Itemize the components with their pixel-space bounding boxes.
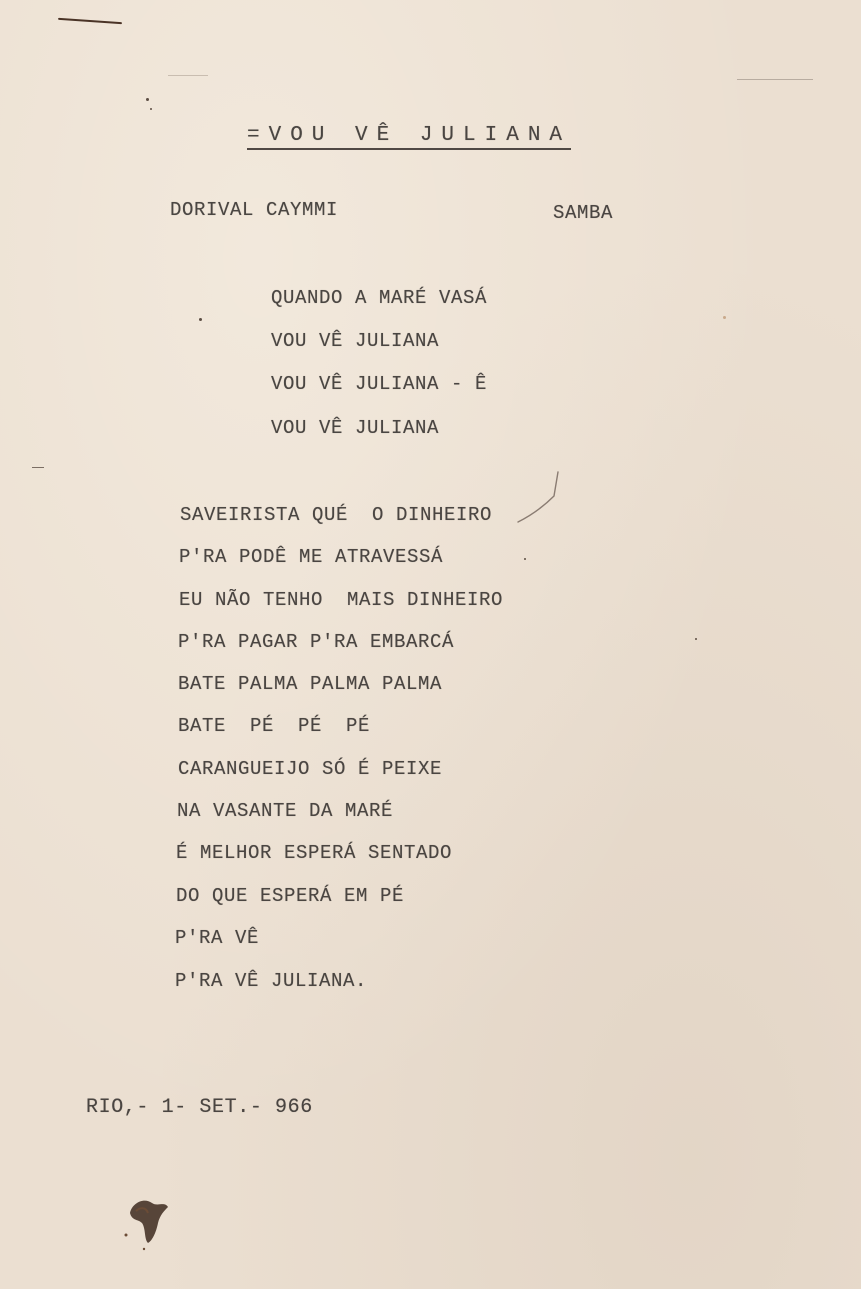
ink-speck <box>199 318 202 321</box>
chorus-line: VOU VÊ JULIANA - Ê <box>271 373 488 395</box>
chorus-line: VOU VÊ JULIANA <box>271 330 440 352</box>
verse-line: É MELHOR ESPERÁ SENTADO <box>176 842 453 864</box>
ink-speck <box>695 638 697 640</box>
verse-line: P'RA VÊ <box>175 927 260 949</box>
pin-mark <box>58 18 122 24</box>
verse-line: P'RA PODÊ ME ATRAVESSÁ <box>179 546 444 568</box>
verse-line: BATE PALMA PALMA PALMA <box>178 673 443 695</box>
verse-line: BATE PÉ PÉ PÉ <box>178 715 371 737</box>
song-title: =VOU VÊ JULIANA <box>247 124 571 150</box>
date-line: RIO,- 1- SET.- 966 <box>86 1096 313 1119</box>
ink-speck <box>146 98 149 101</box>
ink-speck <box>524 558 526 560</box>
verse-line: EU NÃO TENHO MAIS DINHEIRO <box>179 589 504 611</box>
ink-speck <box>150 108 152 110</box>
faint-rule-top-right <box>737 79 813 80</box>
faint-rule-top-left <box>168 75 208 76</box>
verse-line: SAVEIRISTA QUÉ O DINHEIRO <box>180 504 493 526</box>
ink-speck <box>723 316 726 319</box>
chorus-line: QUANDO A MARÉ VASÁ <box>271 287 488 309</box>
verse-line: NA VASANTE DA MARÉ <box>177 800 394 822</box>
verse-line: P'RA VÊ JULIANA. <box>175 970 368 992</box>
rust-stain <box>118 1193 174 1253</box>
margin-tick-mark <box>32 467 44 468</box>
verse-line: DO QUE ESPERÁ EM PÉ <box>176 885 405 907</box>
song-genre: SAMBA <box>553 202 614 224</box>
verse-line: P'RA PAGAR P'RA EMBARCÁ <box>178 631 455 653</box>
chorus-line: VOU VÊ JULIANA <box>271 417 440 439</box>
verse-line: CARANGUEIJO SÓ É PEIXE <box>178 758 443 780</box>
song-author: DORIVAL CAYMMI <box>170 199 339 221</box>
pencil-stroke-mark <box>510 470 570 530</box>
